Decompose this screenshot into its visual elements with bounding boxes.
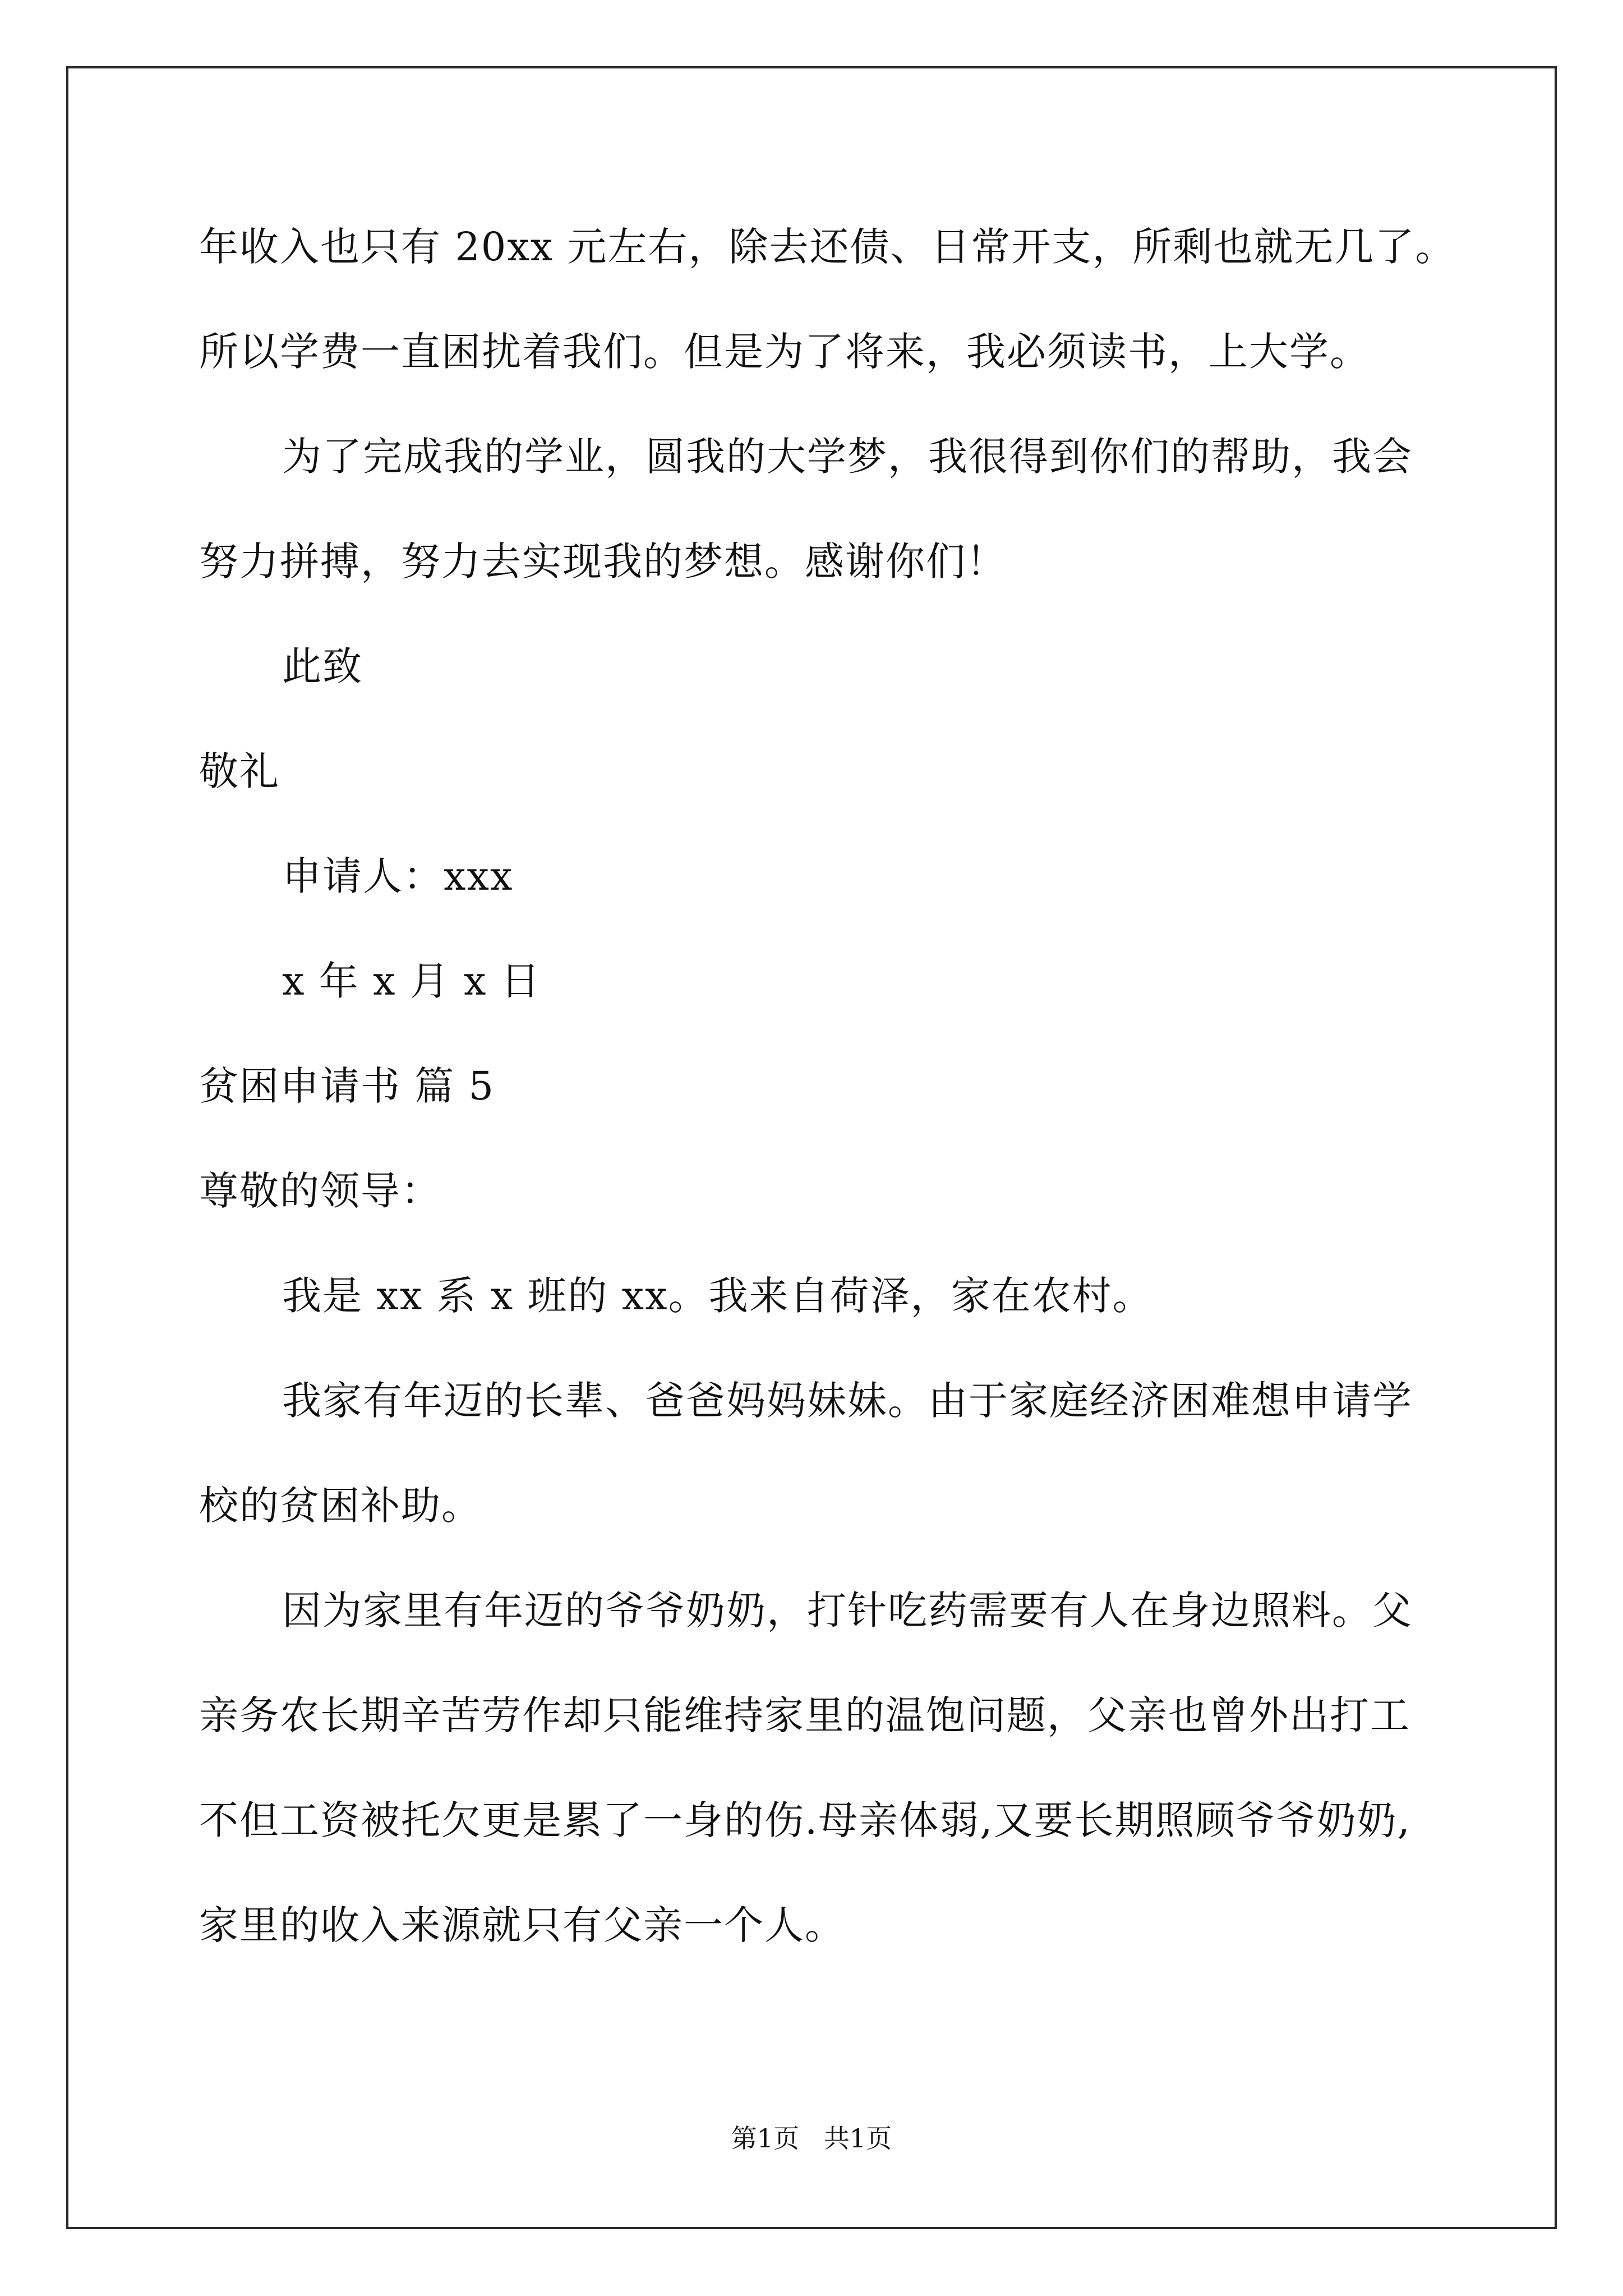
text-line: 年收入也只有 20xx 元左右，除去还债、日常开支，所剩也就无几了。 xyxy=(199,224,1456,270)
text-line: 所以学费一直困扰着我们。但是为了将来，我必须读书，上大学。 xyxy=(199,329,1370,375)
signature-date: x 年 x 月 x 日 xyxy=(282,958,541,1004)
text-line: 我家有年迈的长辈、爸爸妈妈妹妹。由于家庭经济困难想申请学 xyxy=(282,1378,1413,1424)
closing-regards: 敬礼 xyxy=(199,748,280,794)
text-line: 不但工资被托欠更是累了一身的伤.母亲体弱,又要长期照顾爷爷奶奶, xyxy=(199,1797,1411,1843)
letter-greeting: 尊敬的领导： xyxy=(199,1168,441,1214)
text-line: 亲务农长期辛苦劳作却只能维持家里的温饱问题，父亲也曾外出打工 xyxy=(199,1692,1410,1738)
applicant-signature: 申请人：xxx xyxy=(282,853,514,899)
text-line: 因为家里有年迈的爷爷奶奶，打针吃药需要有人在身边照料。父 xyxy=(282,1588,1413,1634)
text-line: 努力拼搏，努力去实现我的梦想。感谢你们！ xyxy=(199,539,1007,585)
text-line: 校的贫困补助。 xyxy=(199,1483,482,1529)
closing-salutation: 此致 xyxy=(282,643,363,689)
text-line: 家里的收入来源就只有父亲一个人。 xyxy=(199,1902,845,1948)
section-title: 贫困申请书 篇 5 xyxy=(199,1063,495,1109)
text-line: 为了完成我的学业，圆我的大学梦，我很得到你们的帮助，我会 xyxy=(282,434,1413,480)
page-footer: 第1页 共1页 xyxy=(731,2123,892,2154)
text-line: 我是 xx 系 x 班的 xx。我来自荷泽，家在农村。 xyxy=(282,1273,1153,1319)
